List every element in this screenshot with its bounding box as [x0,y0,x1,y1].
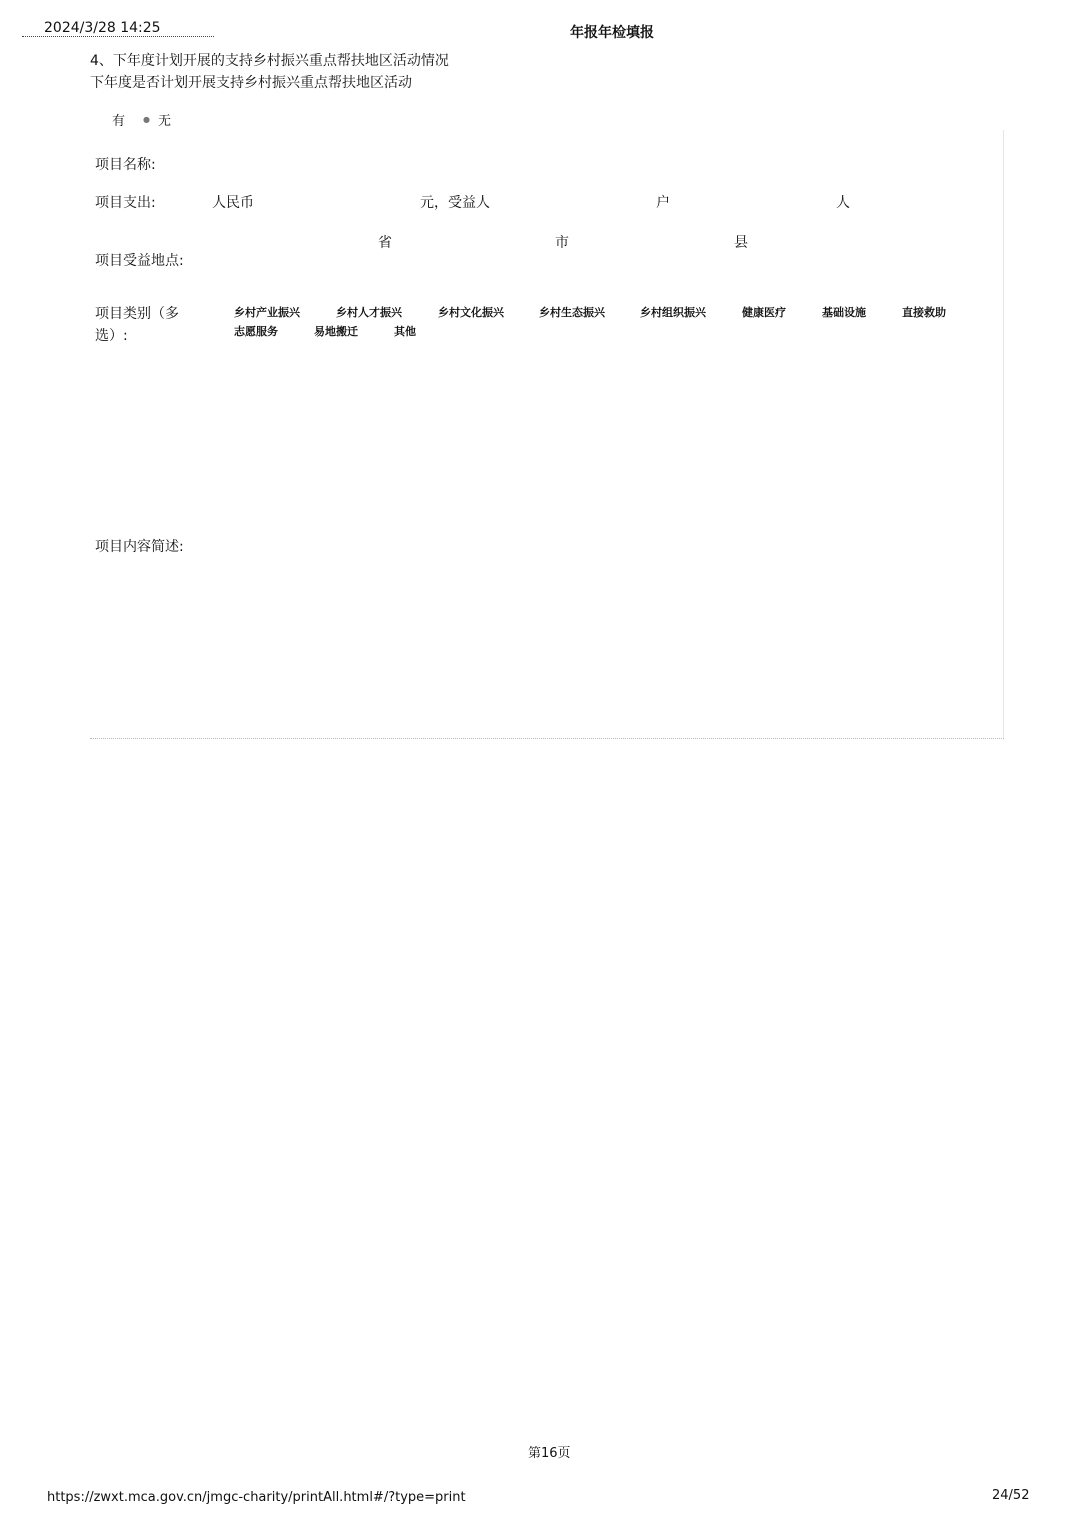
project-location-label: 项目受益地点: [95,253,184,269]
currency-label: 人民币 [212,195,254,211]
city-label: 市 [555,235,569,251]
project-expense-label: 项目支出: [95,195,156,211]
plan-question: 下年度是否计划开展支持乡村振兴重点帮扶地区活动 [90,75,412,91]
category-rural-organization[interactable]: 乡村组织振兴 [640,306,706,319]
print-page-count: 24/52 [992,1488,1030,1503]
datetime-underline [22,36,214,37]
households-label: 户 [656,195,670,211]
category-relocation[interactable]: 易地搬迁 [314,325,358,338]
project-category-label-line2: 选）: [95,328,128,344]
category-rural-talent[interactable]: 乡村人才振兴 [336,306,402,319]
page-title: 年报年检填报 [570,25,654,41]
category-volunteer-service[interactable]: 志愿服务 [234,325,278,338]
form-frame-bottom [90,738,1004,739]
print-url: https://zwxt.mca.gov.cn/jmgc-charity/printAll.html#/?type=print [47,1490,466,1505]
category-other[interactable]: 其他 [394,325,416,338]
county-label: 县 [734,235,748,251]
radio-selected-dot-icon: ● [143,115,150,124]
yuan-beneficiary-label: 元，受益人 [420,195,490,211]
print-datetime: 2024/3/28 14:25 [44,20,161,36]
category-rural-culture[interactable]: 乡村文化振兴 [438,306,504,319]
category-rural-ecology[interactable]: 乡村生态振兴 [539,306,605,319]
project-name-label: 项目名称: [95,157,156,173]
radio-option-yes[interactable]: 有 [112,114,126,129]
plan-radio-group [112,110,171,129]
section-heading: 4、下年度计划开展的支持乡村振兴重点帮扶地区活动情况 [90,53,449,69]
persons-label: 人 [836,195,850,211]
category-infrastructure[interactable]: 基础设施 [822,306,866,319]
project-description-label: 项目内容简述: [95,539,184,555]
category-rural-industry[interactable]: 乡村产业振兴 [234,306,300,319]
radio-option-no[interactable]: 无 [158,114,172,129]
category-direct-relief[interactable]: 直接救助 [902,306,946,319]
project-category-label-line1: 项目类别（多 [95,306,179,322]
page-number: 第16页 [528,1446,571,1461]
category-health-care[interactable]: 健康医疗 [742,306,786,319]
form-frame-right [1003,130,1004,740]
province-label: 省 [378,235,392,251]
